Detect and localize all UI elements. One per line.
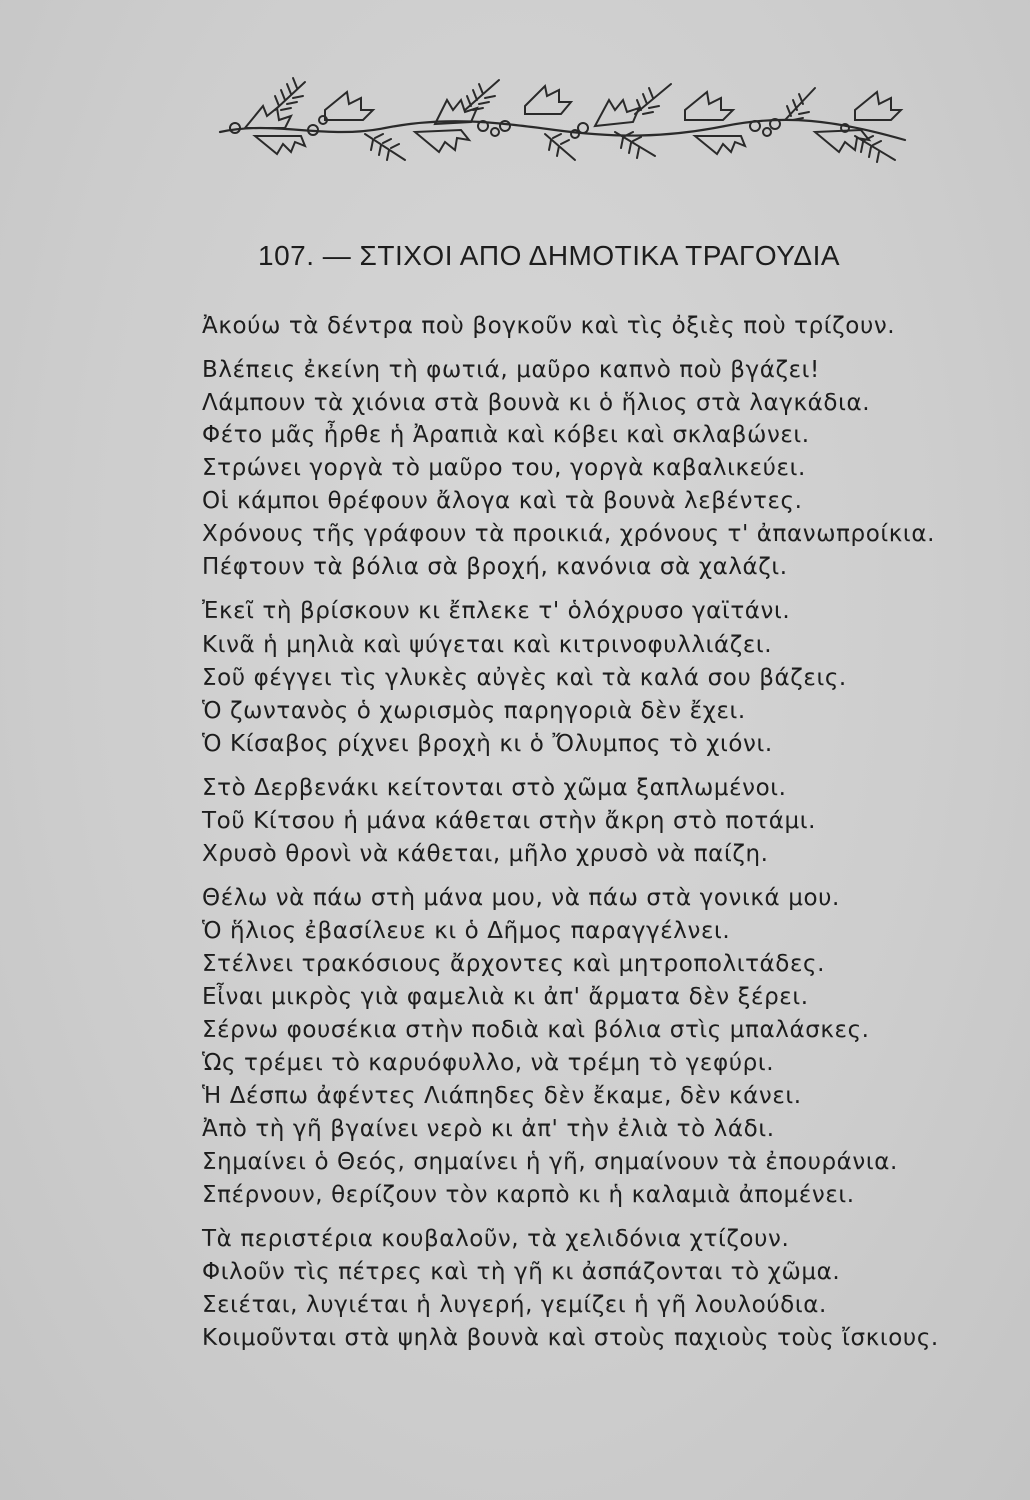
verse-text: Φιλοῦν τὶς πέτρες καὶ τὴ γῆ κι ἀσπάζονται τὸ χῶμα. (202, 1259, 841, 1285)
verse-text: Ἀπὸ τὴ γῆ βγαίνει νερὸ κι ἀπ' τὴν ἐλιὰ τὸ λάδι. (202, 1116, 775, 1142)
verse-text: Τὰ περιστέρια κουβαλοῦν, τὰ χελιδόνια χτίζουν. (202, 1226, 790, 1252)
verse-text: Σημαίνει ὁ Θεός, σημαίνει ἡ γῆ, σημαίνουν τὰ ἐπουράνια. (202, 1149, 898, 1175)
verse-text: Τοῦ Κίτσου ἡ μάνα κάθεται στὴν ἄκρη στὸ ποτάμι. (202, 808, 817, 834)
verse-text: Σπέρνουν, θερίζουν τὸν καρπὸ κι ἡ καλαμιὰ ἀπομένει. (202, 1182, 855, 1208)
verse-text: Ἀκούω τὰ δέντρα ποὺ βογκοῦν καὶ τὶς ὀξιὲς ποὺ τρίζουν. (202, 313, 896, 339)
verse-text: Εἶναι μικρὸς γιὰ φαμελιὰ κι ἀπ' ἄρματα δὲν ξέρει. (202, 984, 809, 1010)
verse-text: Κοιμοῦνται στὰ ψηλὰ βουνὰ καὶ στοὺς παχιοὺς τοὺς ἴσκιους. (202, 1325, 939, 1351)
verse-text: Ὁ ἥλιος ἐβασίλευε κι ὁ Δῆμος παραγγέλνει. (202, 918, 731, 944)
verse-text: Κινᾶ ἡ μηλιὰ καὶ ψύγεται καὶ κιτρινοφυλλιάζει. (202, 632, 773, 658)
verse-text: Θέλω νὰ πάω στὴ μάνα μου, νὰ πάω στὰ γονικά μου. (202, 885, 840, 911)
verse-text: Σέρνω φουσέκια στὴν ποδιὰ καὶ βόλια στὶς μπαλάσκες. (202, 1017, 870, 1043)
verse-text: Χρόνους τῆς γράφουν τὰ προικιά, χρόνους τ' ἀπανωπροίκια. (202, 521, 935, 547)
verse-text: Ὁ ζωντανὸς ὁ χωρισμὸς παρηγοριὰ δὲν ἔχει. (202, 698, 746, 724)
verse-text: Στὸ Δερβενάκι κείτονται στὸ χῶμα ξαπλωμένοι. (202, 775, 787, 801)
holly-garland-icon (215, 70, 915, 170)
verse-text: Ὁ Κίσαβος ρίχνει βροχὴ κι ὁ Ὄλυμπος τὸ χιόνι. (202, 731, 773, 757)
verse-text: Ἐκεῖ τὴ βρίσκουν κι ἔπλεκε τ' ὁλόχρυσο γαϊτάνι. (202, 598, 791, 624)
page-title: 107. — ΣΤΙΧΟΙ ΑΠΟ ΔΗΜΟΤΙΚΑ ΤΡΑΓΟΥΔΙΑ (258, 240, 841, 271)
verse-text: Ὡς τρέμει τὸ καρυόφυλλο, νὰ τρέμη τὸ γεφύρι. (202, 1050, 775, 1076)
verse-text: Φέτο μᾶς ἦρθε ἡ Ἀραπιὰ καὶ κόβει καὶ σκλαβώνει. (202, 422, 810, 448)
verse-text: Σειέται, λυγιέται ἡ λυγερή, γεμίζει ἡ γῆ λουλούδια. (202, 1292, 827, 1318)
verse-text: Λάμπουν τὰ χιόνια στὰ βουνὰ κι ὁ ἥλιος στὰ λαγκάδια. (202, 390, 871, 416)
verse-text: Ἡ Δέσπω ἀφέντες Λιάπηδες δὲν ἔκαμε, δὲν κάνει. (202, 1083, 802, 1109)
verse-text: Στρώνει γοργὰ τὸ μαῦρο του, γοργὰ καβαλικεύει. (202, 455, 806, 481)
verse-text: Πέφτουν τὰ βόλια σὰ βροχή, κανόνια σὰ χαλάζι. (202, 554, 788, 580)
verse-text: Στέλνει τρακόσιους ἄρχοντες καὶ μητροπολιτάδες. (202, 951, 826, 977)
verse-text: Χρυσὸ θρονὶ νὰ κάθεται, μῆλο χρυσὸ νὰ παίζη. (202, 841, 769, 867)
verse-text: Σοῦ φέγγει τὶς γλυκὲς αὐγὲς καὶ τὰ καλά σου βάζεις. (202, 665, 847, 691)
verse-text: Βλέπεις ἐκείνη τὴ φωτιά, μαῦρο καπνὸ ποὺ βγάζει! (202, 357, 820, 383)
verse-text: Οἱ κάμποι θρέφουν ἄλογα καὶ τὰ βουνὰ λεβέντες. (202, 488, 803, 514)
